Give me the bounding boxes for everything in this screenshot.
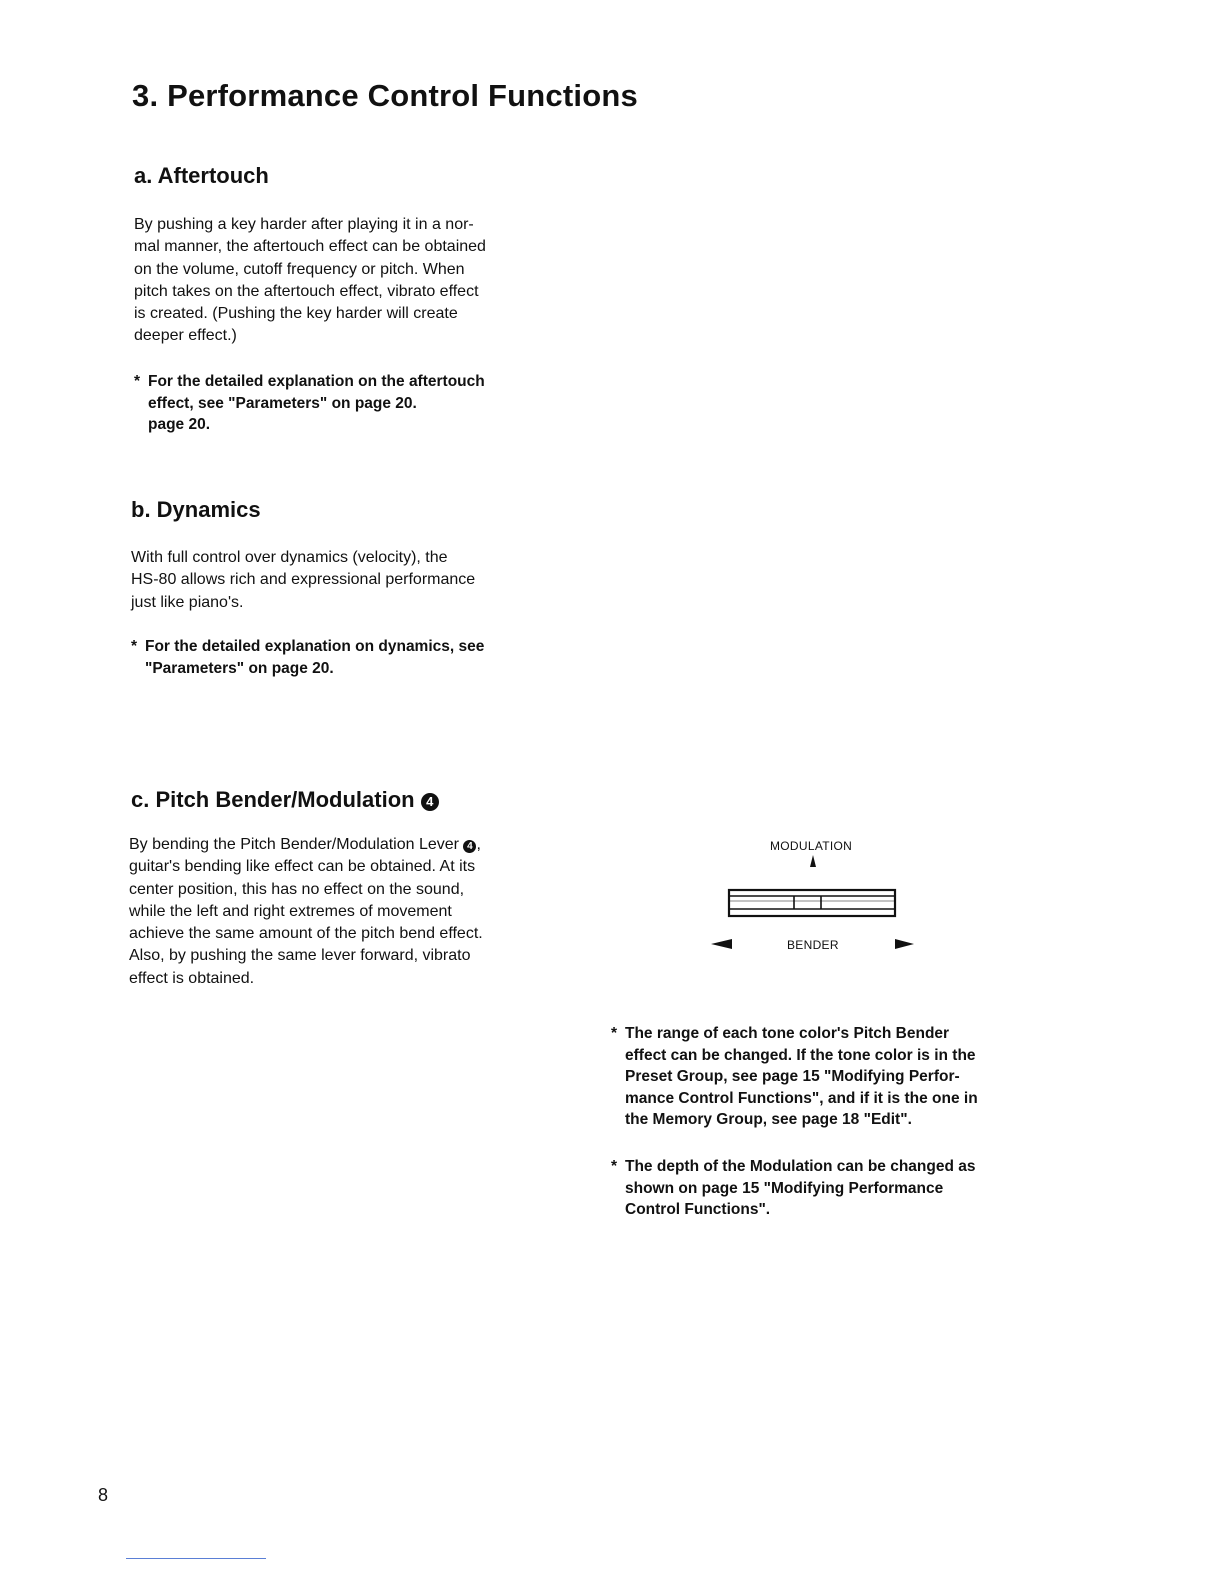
text-line: mal manner, the aftertouch effect can be obtained [134,238,486,256]
text-line: guitar's bending like effect can be obtained. At its [129,858,476,876]
text-line: Also, by pushing the same lever forward, vibrato [129,947,471,965]
note-line: shown on page 15 "Modifying Performance [625,1179,944,1197]
section-heading-dynamics: b. Dynamics [131,497,261,522]
page-title: 3. Performance Control Functions [132,78,638,113]
pitch-bender-body [129,834,529,990]
note-marker: * [134,373,141,390]
note-line: "Parameters" on page 20. [145,659,334,677]
section-heading-aftertouch: a. Aftertouch [134,163,269,188]
note-line: For the detailed explanation on dynamics, see [145,638,485,655]
lever-number-badge: 4 [421,793,439,811]
left-arrow-icon [711,939,732,949]
modulation-depth-note [611,1156,1011,1221]
page-number: 8 [98,1485,109,1505]
section-heading-pitch-bender [131,787,439,813]
text-line: just like piano's. [131,593,244,611]
lever-housing [729,890,895,916]
text-line: while the left and right extremes of movement [129,902,452,920]
note-marker: * [131,638,138,655]
dynamics-note [131,636,541,679]
text-line: on the volume, cutoff frequency or pitch. When [134,260,465,278]
aftertouch-note [134,371,544,436]
note-marker: * [611,1025,618,1042]
note-line: For the detailed explanation on the aftertouch [148,373,485,390]
text-line: With full control over dynamics (velocity), the [131,549,448,566]
text-line: HS-80 allows rich and expressional performance [131,571,476,589]
up-arrow-icon [810,855,816,867]
text-line: is created. (Pushing the key harder will create [134,305,458,323]
note-line: Preset Group, see page 15 "Modifying Perfor- [625,1068,960,1085]
text-line: effect is obtained. [129,969,255,987]
text-line: By pushing a key harder after playing it in a nor- [134,216,474,233]
lever-number-badge: 4 [463,840,476,853]
text-line: achieve the same amount of the pitch bend effect. [129,925,483,943]
text-line: deeper effect.) [134,327,237,345]
right-arrow-icon [895,939,914,949]
note-line: effect, see "Parameters" on page 20. [148,394,417,412]
note-line: the Memory Group, see page 18 "Edit". [625,1111,912,1128]
footer-divider [126,1558,266,1559]
heading-text: c. Pitch Bender/Modulation [131,787,415,812]
note-line: effect can be changed. If the tone color is in the [625,1046,976,1064]
pitch-bender-range-note [611,1023,1011,1131]
note-marker: * [611,1158,618,1175]
text-line: center position, this has no effect on the sound, [129,880,465,898]
text-span: By bending the Pitch Bender/Modulation Lever [129,836,459,853]
modulation-label: MODULATION [770,839,853,853]
text-span: , [476,836,481,853]
note-line: mance Control Functions", and if it is the one in [625,1089,978,1107]
note-line: The depth of the Modulation can be changed as [625,1158,976,1175]
note-line: page 20. [148,416,211,433]
note-line: Control Functions". [625,1201,771,1218]
bender-label: BENDER [787,938,839,952]
text-line: pitch takes on the aftertouch effect, vibrato effect [134,282,479,300]
aftertouch-body [134,214,534,348]
dynamics-body [131,547,531,614]
text-line [129,834,529,856]
note-line: The range of each tone color's Pitch Bender [625,1025,950,1042]
